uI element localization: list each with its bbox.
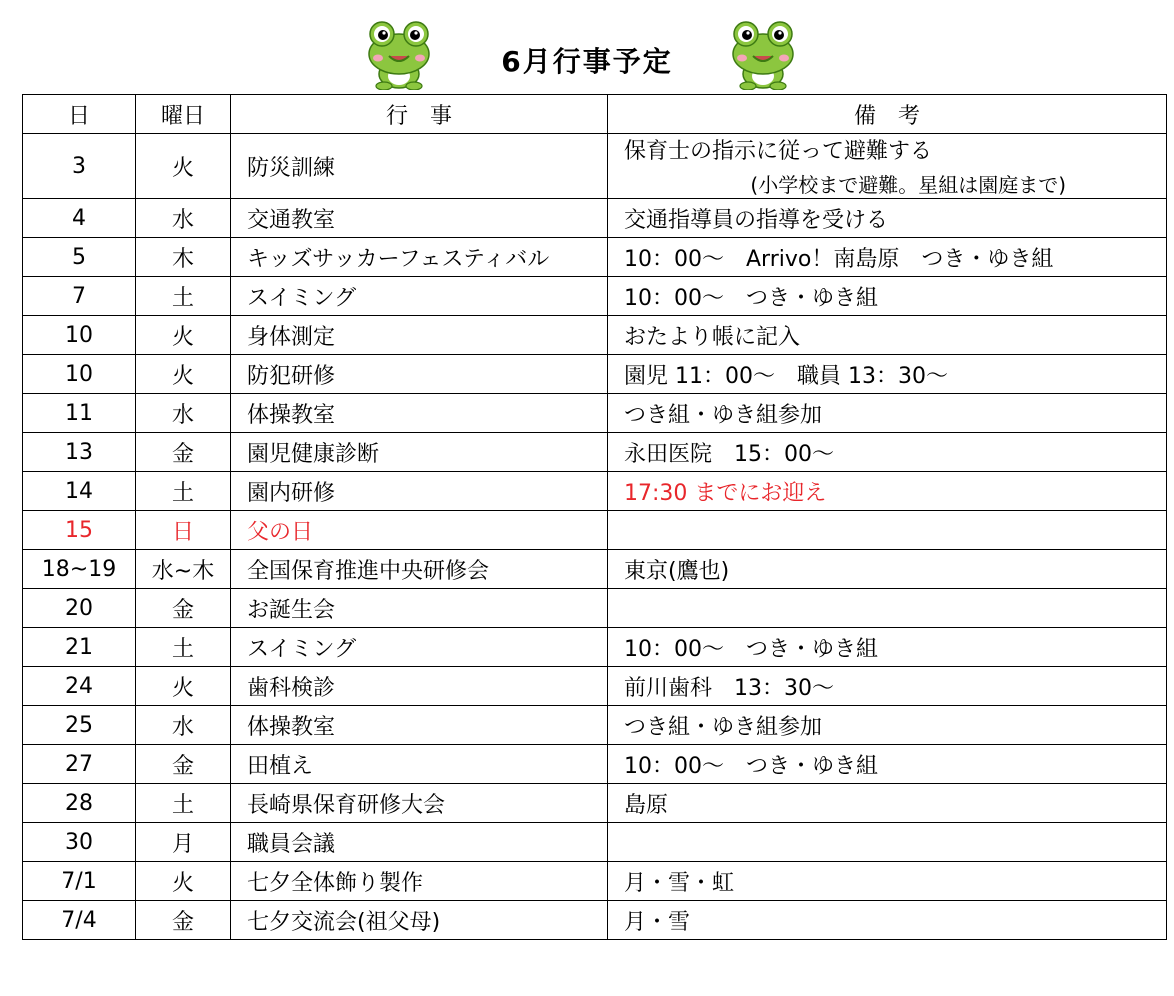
frog-icon xyxy=(726,18,800,90)
weekday-cell: 月 xyxy=(136,823,231,862)
table-row xyxy=(23,238,1167,277)
weekday-cell: 火 xyxy=(136,134,231,199)
weekday-cell: 日 xyxy=(136,511,231,550)
event-cell: 防犯研修 xyxy=(231,355,608,394)
day-cell: 20 xyxy=(23,589,136,628)
day-cell: 27 xyxy=(23,745,136,784)
note-cell: 10：00～ Arrivo！南島原 つき・ゆき組 xyxy=(608,238,1167,277)
weekday-cell: 土 xyxy=(136,628,231,667)
weekday-cell: 火 xyxy=(136,316,231,355)
day-cell: 18~19 xyxy=(23,550,136,589)
note-cell: 島原 xyxy=(608,784,1167,823)
note-cell: 前川歯科 13：30～ xyxy=(608,667,1167,706)
day-cell: 3 xyxy=(23,134,136,199)
note-cell: 園児 11：00～ 職員 13：30～ xyxy=(608,355,1167,394)
weekday-cell: 土 xyxy=(136,277,231,316)
event-cell: 全国保育推進中央研修会 xyxy=(231,550,608,589)
table-row xyxy=(23,355,1167,394)
weekday-cell: 土 xyxy=(136,472,231,511)
day-cell: 24 xyxy=(23,667,136,706)
day-cell: 30 xyxy=(23,823,136,862)
event-cell: 園内研修 xyxy=(231,472,608,511)
event-cell: 長崎県保育研修大会 xyxy=(231,784,608,823)
weekday-cell: 水 xyxy=(136,394,231,433)
weekday-cell: 水 xyxy=(136,706,231,745)
event-cell: スイミング xyxy=(231,628,608,667)
note-cell: 17:30 までにお迎え xyxy=(608,472,1167,511)
note-cell xyxy=(608,589,1167,628)
day-cell: 4 xyxy=(23,199,136,238)
event-cell: 身体測定 xyxy=(231,316,608,355)
table-header-row xyxy=(23,95,1167,134)
day-cell: 11 xyxy=(23,394,136,433)
weekday-cell: 火 xyxy=(136,667,231,706)
table-row xyxy=(23,745,1167,784)
weekday-cell: 金 xyxy=(136,745,231,784)
weekday-cell: 木 xyxy=(136,238,231,277)
table-row xyxy=(23,628,1167,667)
weekday-cell: 金 xyxy=(136,901,231,940)
event-cell: スイミング xyxy=(231,277,608,316)
day-cell: 7 xyxy=(23,277,136,316)
note-cell xyxy=(608,511,1167,550)
note-cell: 交通指導員の指導を受ける xyxy=(608,199,1167,238)
event-cell: 七夕交流会(祖父母) xyxy=(231,901,608,940)
weekday-cell: 水 xyxy=(136,199,231,238)
weekday-cell: 火 xyxy=(136,355,231,394)
schedule-rows xyxy=(23,134,1167,940)
event-cell: 田植え xyxy=(231,745,608,784)
note-cell: 10：00～ つき・ゆき組 xyxy=(608,277,1167,316)
column-header-note: 備 考 xyxy=(608,95,1167,134)
frog-icon xyxy=(362,18,436,90)
weekday-cell: 金 xyxy=(136,589,231,628)
day-cell: 10 xyxy=(23,355,136,394)
table-row xyxy=(23,901,1167,940)
note-cell xyxy=(608,134,1167,199)
day-cell: 7/4 xyxy=(23,901,136,940)
table-row xyxy=(23,706,1167,745)
event-cell: お誕生会 xyxy=(231,589,608,628)
table-row xyxy=(23,823,1167,862)
column-header-weekday: 曜日 xyxy=(136,95,231,134)
day-cell: 28 xyxy=(23,784,136,823)
weekday-cell: 金 xyxy=(136,433,231,472)
table-row xyxy=(23,589,1167,628)
day-cell: 7/1 xyxy=(23,862,136,901)
note-cell: 月・雪 xyxy=(608,901,1167,940)
table-row xyxy=(23,667,1167,706)
table-row xyxy=(23,134,1167,199)
weekday-cell: 水~木 xyxy=(136,550,231,589)
event-cell: 七夕全体飾り製作 xyxy=(231,862,608,901)
event-cell: キッズサッカーフェスティバル xyxy=(231,238,608,277)
table-row xyxy=(23,199,1167,238)
table-row xyxy=(23,472,1167,511)
table-row xyxy=(23,316,1167,355)
event-cell: 職員会議 xyxy=(231,823,608,862)
event-cell: 園児健康診断 xyxy=(231,433,608,472)
day-cell: 13 xyxy=(23,433,136,472)
table-row xyxy=(23,277,1167,316)
event-cell: 体操教室 xyxy=(231,706,608,745)
day-cell: 14 xyxy=(23,472,136,511)
note-cell: つき組・ゆき組参加 xyxy=(608,706,1167,745)
day-cell: 10 xyxy=(23,316,136,355)
note-cell: おたより帳に記入 xyxy=(608,316,1167,355)
table-row xyxy=(23,784,1167,823)
weekday-cell: 土 xyxy=(136,784,231,823)
day-cell: 15 xyxy=(23,511,136,550)
note-subtext: (小学校まで避難。星組は園庭まで) xyxy=(750,173,1066,197)
weekday-cell: 火 xyxy=(136,862,231,901)
day-cell: 21 xyxy=(23,628,136,667)
event-cell: 父の日 xyxy=(231,511,608,550)
day-cell: 5 xyxy=(23,238,136,277)
day-cell: 25 xyxy=(23,706,136,745)
table-row xyxy=(23,433,1167,472)
note-cell: 東京(鷹也) xyxy=(608,550,1167,589)
note-cell: 月・雪・虹 xyxy=(608,862,1167,901)
event-cell: 歯科検診 xyxy=(231,667,608,706)
event-cell: 防災訓練 xyxy=(231,134,608,199)
page-header xyxy=(0,0,1174,94)
table-row xyxy=(23,550,1167,589)
column-header-event: 行 事 xyxy=(231,95,608,134)
note-cell: 10：00～ つき・ゆき組 xyxy=(608,745,1167,784)
page-title: 6月行事予定 xyxy=(501,45,673,78)
table-row xyxy=(23,511,1167,550)
event-cell: 交通教室 xyxy=(231,199,608,238)
note-cell: 10：00～ つき・ゆき組 xyxy=(608,628,1167,667)
note-cell: 永田医院 15：00～ xyxy=(608,433,1167,472)
note-cell xyxy=(608,823,1167,862)
schedule-table xyxy=(22,94,1167,940)
column-header-day: 日 xyxy=(23,95,136,134)
note-cell: つき組・ゆき組参加 xyxy=(608,394,1167,433)
event-cell: 体操教室 xyxy=(231,394,608,433)
table-row xyxy=(23,394,1167,433)
table-row xyxy=(23,862,1167,901)
note-text: 保育士の指示に従って避難する xyxy=(624,139,933,164)
